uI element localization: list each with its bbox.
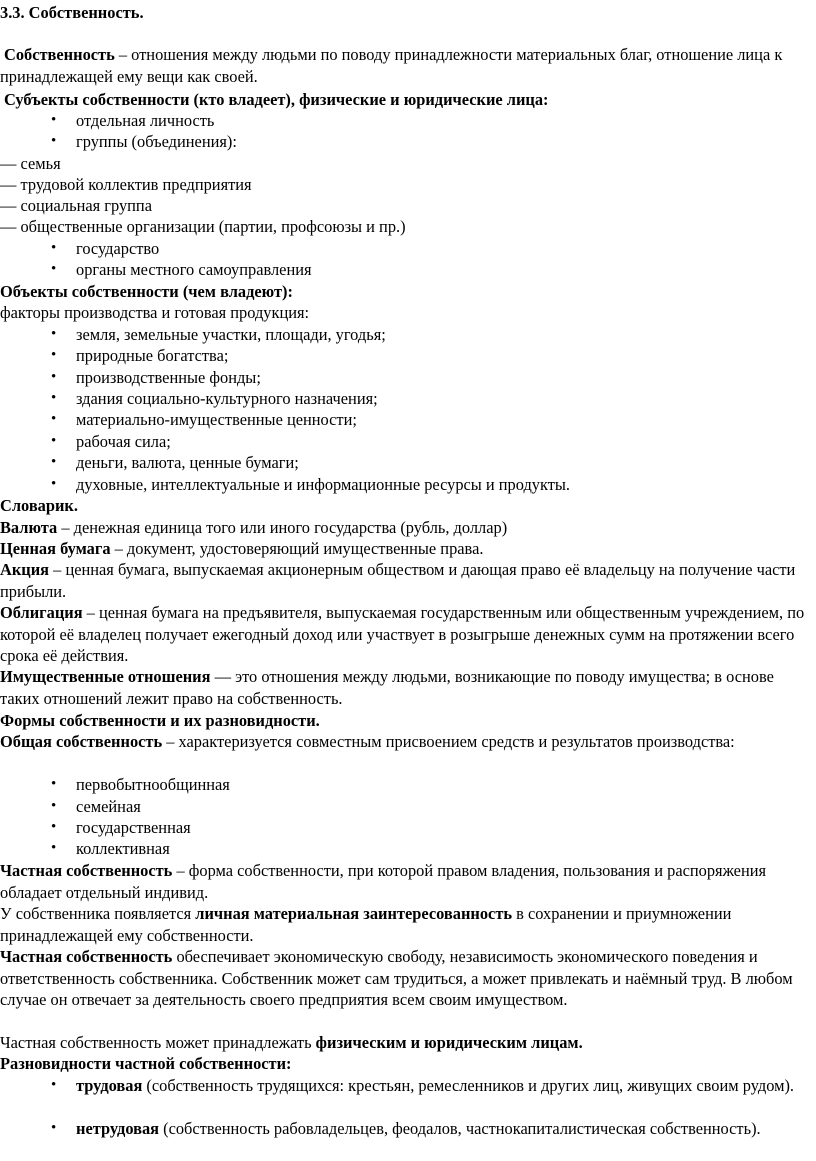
list-item: • нетрудовая (собственность рабовладельцев, феодалов, частнокапиталистическая собственность). — [52, 1118, 812, 1140]
glossary-entry: Облигация – ценная бумага на предъявителя, выпускаемая государственным или общественным учреждением, по которой её владелец получает ежегодный доход или участвует в розыгрыше денежных сумм на протяжении всего срока её действия. — [0, 603, 805, 666]
objects-intro: факторы производства и готовая продукция: — [0, 303, 310, 322]
common-property-paragraph: Общая собственность – характеризуется совместным присвоением средств и результатов производства: — [0, 732, 735, 751]
dash-item: — общественные организации (партии, профсоюзы и пр.) — [0, 217, 406, 236]
objects-title: Объекты собственности (чем владеют): — [0, 282, 293, 301]
definition-term: Собственность — [4, 45, 115, 64]
dash-item: — трудовой коллектив предприятия — [0, 175, 252, 194]
dash-item: — социальная группа — [0, 196, 152, 215]
subjects-title: Субъекты собственности (кто владеет), физические и юридические лица: — [4, 90, 549, 109]
private-property-freedom-paragraph: Частная собственность обеспечивает экономическую свободу, независимость экономического поведения и ответственность собственника. Собственник может сам трудиться, а может привлекать и наёмный труд. В любом случае он отвечает за деятельность своего предприятия всем своим имуществом. — [0, 947, 793, 1010]
owner-interest-paragraph: У собственника появляется личная материальная заинтересованность в сохранении и приумножении принадлежащей ему собственности. — [0, 904, 732, 945]
glossary-title: Словарик. — [0, 496, 78, 515]
glossary-entry: Акция – ценная бумага, выпускаемая акционерным обществом и дающая право её владельцу на получение части прибыли. — [0, 560, 796, 601]
forms-title: Формы собственности и их разновидности. — [0, 711, 320, 730]
definition-paragraph — [0, 44, 812, 87]
dash-item: — семья — [0, 154, 61, 173]
glossary-entry: Валюта – денежная единица того или иного государства (рубль, доллар) — [0, 518, 508, 537]
glossary-entry: Имущественные отношения — это отношения между людьми, возникающие по поводу имущества; в основе таких отношений лежит право на собственность. — [0, 667, 774, 708]
glossary-entry: Ценная бумага – документ, удостоверяющий имущественные права. — [0, 539, 484, 558]
section-heading: 3.3. Собственность. — [0, 3, 144, 22]
document-page: 3.3. Собственность. Собственность – отношения между людьми по поводу принадлежности материальных благ, отношение лица к принадлежащей ему вещи как своей. Субъекты собственности (кто владеет), физические и юридические лица: отдельная личность группы (объединения): — семья — трудовой коллектив предприятия — социальная группа — общественные организации (партии, профсоюзы и пр.) государство органы местного самоуправления Объекты собственности (чем владеют): факторы производства и готовая продукция: земля, земельные участки, площади, угодья; природные богатства; производственные фонды; здания социально-культурного назначения; материально-имущественные ценности; рабочая сила; деньги, валюта, ценные бумаги; духовные, интеллектуальные и информационные ресурсы и продукты. Словарик. Валюта – денежная единица того или иного государства (рубль, доллар) Ценная бумага – документ, удостоверяющий имущественные права. Акция – ценная бумага, выпускаемая акционерным обществом и дающая право её владельцу на получение части прибыли. Облигация – ценная бумага на предъявителя, выпускаемая государственным или общественным учреждением, по которой её владелец получает ежегодный доход или участвует в розыгрыше денежных сумм на протяжении всего срока её действия. Имущественные отношения — это отношения между людьми, возникающие по поводу имущества; в основе таких отношений лежит право на собственность. Формы собственности и их разновидности. Общая собственность – характеризуется совместным присвоением средств и результатов производства: первобытнообщинная семейная государственная коллективная Частная собственность – форма собственности, при которой правом владения, пользования и распоряжения обладает отдельный индивид. У собственника появляется личная материальная заинтересованность в сохранении и приумножении принадлежащей ему собственности. Частная собственность обеспечивает экономическую свободу, независимость экономического поведения и ответственность собственника. Собственник может сам трудиться, а может привлекать и наёмный труд. В любом случае он отвечает за деятельность своего предприятия всем своим имуществом. Частная собственность может принадлежать физическим и юридическим лицам. Разновидности частной собственности: • трудовая (собственность трудящихся: крестьян, ремесленников и других лиц, живущих своим рудом). • нетрудовая (собственность рабовладельцев, феодалов, частнокапиталистическая собственность). — [0, 0, 816, 1]
kinds-title: Разновидности частной собственности: — [0, 1054, 292, 1073]
list-item: • трудовая (собственность трудящихся: крестьян, ремесленников и других лиц, живущих своим рудом). — [52, 1075, 812, 1097]
private-property-paragraph: Частная собственность – форма собственности, при которой правом владения, пользования и распоряжения обладает отдельный индивид. — [0, 861, 767, 902]
private-property-owners-paragraph: Частная собственность может принадлежать физическим и юридическим лицам. — [0, 1033, 583, 1052]
definition-text: – отношения между людьми по поводу принадлежности материальных благ, отношение лица к принадлежащей ему вещи как своей. — [0, 45, 783, 86]
